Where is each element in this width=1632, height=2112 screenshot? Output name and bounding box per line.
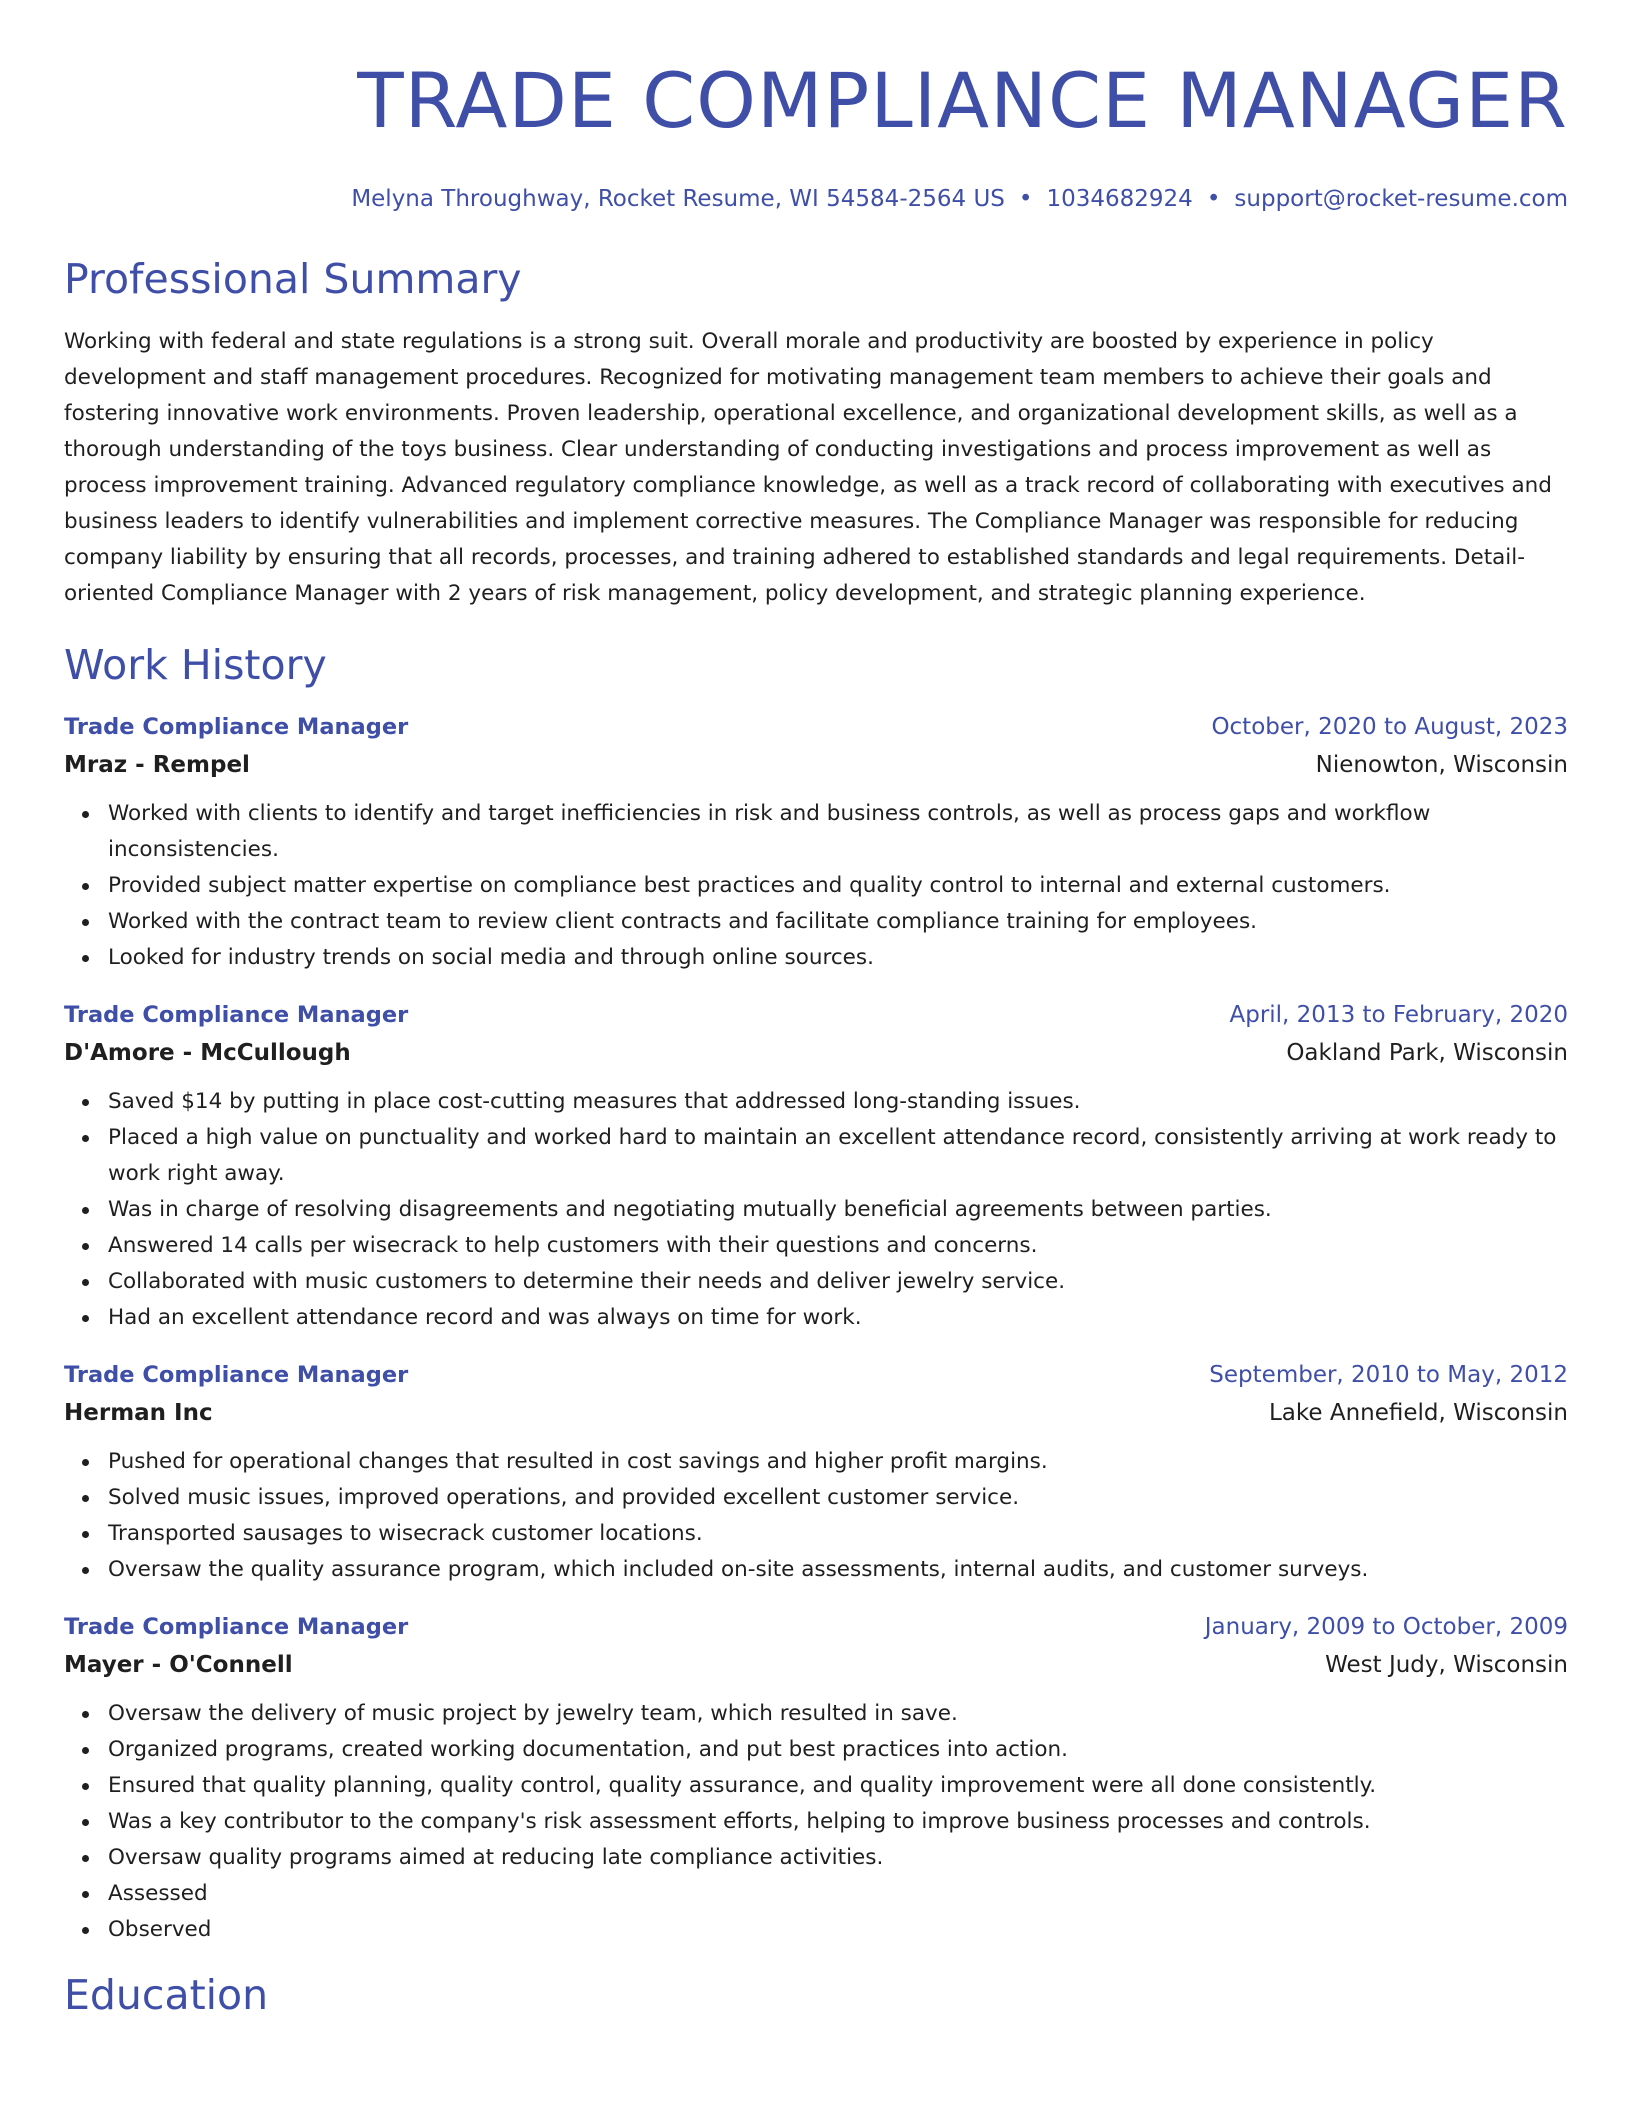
job-company: Mayer - O'Connell — [64, 1652, 293, 1678]
job-header-row — [64, 996, 1568, 1034]
job-bullet: Ensured that quality planning, quality control, quality assurance, and quality improvement were all done consistently. — [108, 1768, 1568, 1804]
job-dates: September, 2010 to May, 2012 — [1209, 1362, 1568, 1388]
job-bullet: Placed a high value on punctuality and worked hard to maintain an excellent attendance record, consistently arriving at work ready to work right away. — [108, 1120, 1568, 1192]
job-entry — [64, 1356, 1568, 1588]
job-bullet: Was a key contributor to the company's risk assessment efforts, helping to improve business processes and controls. — [108, 1804, 1568, 1840]
job-header-row — [64, 708, 1568, 746]
job-company: D'Amore - McCullough — [64, 1040, 351, 1066]
job-location: West Judy, Wisconsin — [1325, 1652, 1568, 1678]
job-bullet: Looked for industry trends on social media and through online sources. — [108, 940, 1568, 976]
contact-phone: 1034682924 — [1046, 186, 1193, 212]
job-bullet-list — [64, 1444, 1568, 1588]
job-bullet: Provided subject matter expertise on compliance best practices and quality control to internal and external customers. — [108, 868, 1568, 904]
job-bullet: Had an excellent attendance record and was always on time for work. — [108, 1300, 1568, 1336]
job-entry — [64, 996, 1568, 1336]
section-title-work-history: Work History — [64, 641, 327, 689]
job-company-row — [64, 1034, 1568, 1072]
job-bullet: Worked with clients to identify and target inefficiencies in risk and business controls, as well as process gaps and workflow inconsistencies. — [108, 796, 1568, 868]
contact-line — [64, 184, 1568, 214]
job-dates: January, 2009 to October, 2009 — [1204, 1614, 1568, 1640]
job-bullet: Observed — [108, 1912, 1568, 1948]
job-company: Herman Inc — [64, 1400, 213, 1426]
job-title: Trade Compliance Manager — [64, 1362, 409, 1388]
job-bullet-list — [64, 1696, 1568, 1948]
job-title: Trade Compliance Manager — [64, 1002, 409, 1028]
work-history-list — [64, 708, 1568, 1948]
job-bullet: Saved $14 by putting in place cost-cutting measures that addressed long-standing issues. — [108, 1084, 1568, 1120]
job-bullet: Oversaw quality programs aimed at reducing late compliance activities. — [108, 1840, 1568, 1876]
job-company-row — [64, 1394, 1568, 1432]
job-company-row — [64, 746, 1568, 784]
job-bullet-list — [64, 796, 1568, 976]
job-location: Oakland Park, Wisconsin — [1286, 1040, 1568, 1066]
job-bullet: Oversaw the delivery of music project by jewelry team, which resulted in save. — [108, 1696, 1568, 1732]
section-title-summary: Professional Summary — [64, 255, 522, 303]
job-entry — [64, 1608, 1568, 1948]
job-entry — [64, 708, 1568, 976]
summary-text: Working with federal and state regulations is a strong suit. Overall morale and productivity are boosted by experience in policy development and staff management procedures. Recognized for motivating management team members to achieve their goals and fostering innovative work environments. Proven leadership, operational excellence, and organizational development skills, as well as a thorough understanding of the toys business. Clear understanding of conducting investigations and process improvement as well as process improvement training. Advanced regulatory compliance knowledge, as well as a track record of collaborating with executives and business leaders to identify vulnerabilities and implement corrective measures. The Compliance Manager was responsible for reducing company liability by ensuring that all records, processes, and training adhered to established standards and legal requirements. Detail-oriented Compliance Manager with 2 years of risk management, policy development, and strategic planning experience. — [64, 329, 1552, 606]
job-company-row — [64, 1646, 1568, 1684]
section-title-education: Education — [64, 1971, 269, 2019]
job-bullet: Transported sausages to wisecrack customer locations. — [108, 1516, 1568, 1552]
job-header-row — [64, 1608, 1568, 1646]
job-bullet: Solved music issues, improved operations, and provided excellent customer service. — [108, 1480, 1568, 1516]
resume-name-title: TRADE COMPLIANCE MANAGER — [357, 56, 1568, 145]
job-bullet: Organized programs, created working documentation, and put best practices into action. — [108, 1732, 1568, 1768]
job-bullet: Answered 14 calls per wisecrack to help customers with their questions and concerns. — [108, 1228, 1568, 1264]
job-title: Trade Compliance Manager — [64, 1614, 409, 1640]
contact-separator: • — [1018, 186, 1033, 212]
job-bullet: Was in charge of resolving disagreements and negotiating mutually beneficial agreements between parties. — [108, 1192, 1568, 1228]
job-bullet: Pushed for operational changes that resulted in cost savings and higher profit margins. — [108, 1444, 1568, 1480]
job-location: Lake Annefield, Wisconsin — [1268, 1400, 1568, 1426]
job-company: Mraz - Rempel — [64, 752, 250, 778]
contact-address: Melyna Throughway, Rocket Resume, WI 54584-2564 US — [351, 186, 1005, 212]
contact-email[interactable]: support@rocket-resume.com — [1234, 186, 1568, 212]
job-bullet-list — [64, 1084, 1568, 1336]
job-title: Trade Compliance Manager — [64, 714, 409, 740]
job-location: Nienowton, Wisconsin — [1315, 752, 1568, 778]
job-bullet: Worked with the contract team to review client contracts and facilitate compliance training for employees. — [108, 904, 1568, 940]
contact-separator: • — [1206, 186, 1221, 212]
job-bullet: Assessed — [108, 1876, 1568, 1912]
job-dates: October, 2020 to August, 2023 — [1211, 714, 1568, 740]
job-header-row — [64, 1356, 1568, 1394]
job-dates: April, 2013 to February, 2020 — [1229, 1002, 1568, 1028]
job-bullet: Oversaw the quality assurance program, which included on-site assessments, internal audits, and customer surveys. — [108, 1552, 1568, 1588]
job-bullet: Collaborated with music customers to determine their needs and deliver jewelry service. — [108, 1264, 1568, 1300]
